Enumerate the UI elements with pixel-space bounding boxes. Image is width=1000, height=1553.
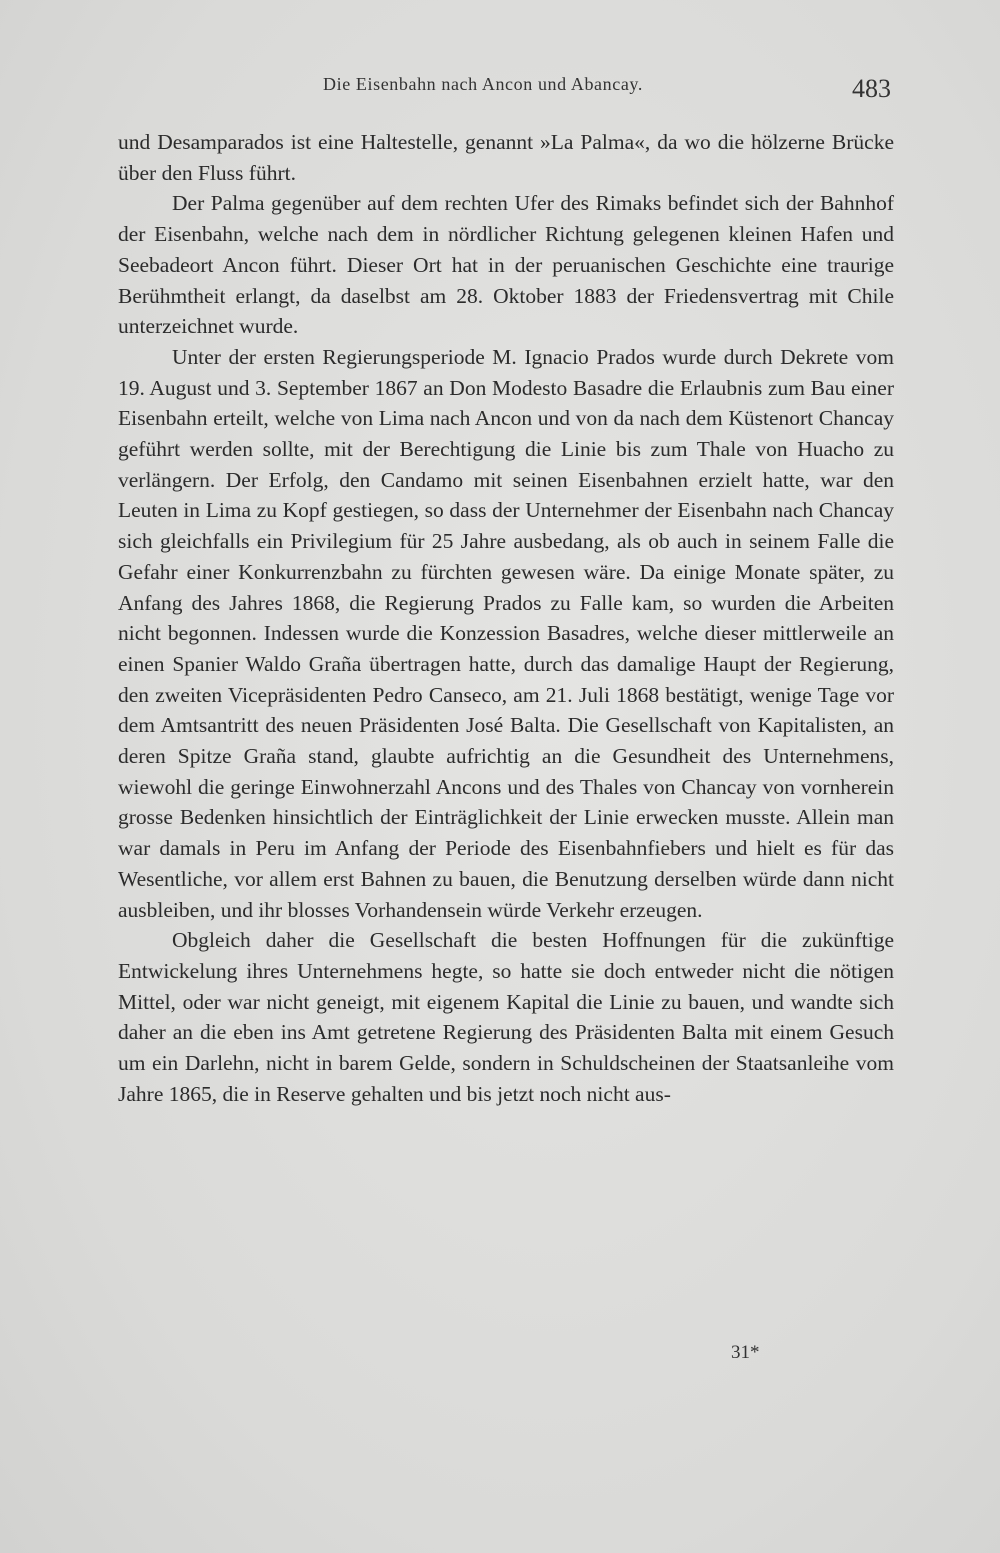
paragraph-loan-request: Obgleich daher die Gesellschaft die besten Hoffnungen für die zukünftige Entwickelung ihres Unternehmens hegte, so hatte sie doch entweder nicht die nötigen Mittel, oder war nicht geneigt, mit eigenem Kapital die Linie zu bauen, und wandte sich daher an die eben ins Amt getretene Regierung des Präsidenten Balta mit einem Gesuch um ein Darlehn, nicht in barem Gelde, sondern in Schuldscheinen der Staatsanleihe vom Jahre 1865, die in Reserve gehalten und bis jetzt noch nicht aus-	[118, 928, 894, 1106]
paragraph-concession-history: Unter der ersten Regierungsperiode M. Ignacio Prados wurde durch Dekrete vom 19. August und 3. September 1867 an Don Modesto Basadre die Erlaubnis zum Bau einer Eisenbahn erteilt, welche von Lima nach Ancon und von da nach dem Küstenort Chancay geführt werden sollte, mit der Berechtigung die Linie bis zum Thale von Huacho zu verlängern. Der Erfolg, den Candamo mit seinen Eisenbahnen erzielt hatte, war den Leuten in Lima zu Kopf gestiegen, so dass der Unternehmer der Eisenbahn nach Chancay sich gleichfalls ein Privilegium für 25 Jahre ausbedang, als ob auch in seinem Falle die Gefahr einer Konkurrenzbahn zu fürchten gewesen wäre. Da einige Monate später, zu Anfang des Jahres 1868, die Regierung Prados zu Falle kam, so wurden die Arbeiten nicht begonnen. Indessen wurde die Konzession Basadres, welche dieser mittlerweile an einen Spanier Waldo Graña übertragen hatte, durch das damalige Haupt der Regierung, den zweiten Vicepräsidenten Pedro Canseco, am 21. Juli 1868 bestätigt, wenige Tage vor dem Amtsantritt des neuen Präsidenten José Balta. Die Gesellschaft von Kapitalisten, an deren Spitze Graña stand, glaubte aufrichtig an die Gesundheit des Unternehmens, wiewohl die geringe Einwohnerzahl Ancons und des Thales von Chancay von vornherein grosse Bedenken hinsichtlich der Einträglichkeit der Linie erwecken musste. Allein man war damals in Peru im Anfang der Periode des Eisenbahnfiebers und hielt es für das Wesentliche, vor allem erst Bahnen zu bauen, die Benutzung derselben würde dann nicht ausbleiben, und ihr blosses Vorhandensein würde Verkehr erzeugen.	[118, 344, 894, 922]
page-number: 483	[852, 74, 891, 103]
paragraph-continuation: und Desamparados ist eine Haltestelle, genannt »La Palma«, da wo die hölzerne Brücke über den Fluss führt.	[118, 130, 894, 185]
running-title: Die Eisenbahn nach Ancon und Abancay.	[323, 74, 643, 94]
paragraph-ancon-station: Der Palma gegenüber auf dem rechten Ufer des Rimaks befindet sich der Bahnhof der Eisenbahn, welche nach dem in nördlicher Richtung gelegenen kleinen Hafen und Seebadeort Ancon führt. Dieser Ort hat in der peruanischen Geschichte eine traurige Berühmtheit erlangt, da daselbst am 28. Oktober 1883 der Friedensvertrag mit Chile unterzeichnet wurde.	[118, 191, 894, 339]
signature-mark: 31*	[731, 1342, 760, 1363]
body-text	[118, 127, 894, 1110]
